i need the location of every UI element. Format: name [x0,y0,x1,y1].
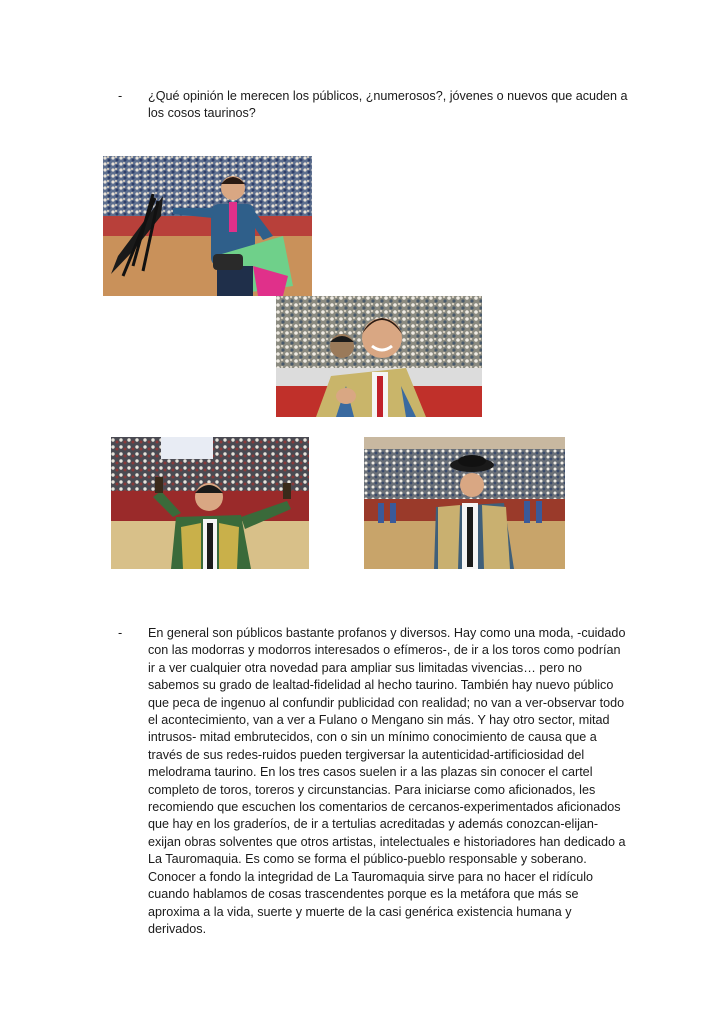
answer-block [118,625,628,938]
photo-matador-raising-ears [111,437,309,569]
question-text: ¿Qué opinión le merecen los públicos, ¿numerosos?, jóvenes o nuevos que acuden a los cosos taurinos? [148,89,628,121]
answer-text: En general son públicos bastante profanos y diversos. Hay como una moda, -cuidado con las modorras y modorros interesados o efímeros-, de ir a los toros como podrían ir a ver cualquier otra novedad para ampliar sus limitadas vivencias… pero no sabemos su grado de lealtad-fidelidad al hecho taurino. También hay nuevo público que peca de ingenuo al confundir publicidad con realidad; no van a ver-observar todo el acontecimiento, van a ver a Fulano o Mengano sin más. Y hay otro sector, mitad intrusos- mitad embrutecidos, con o sin un mínimo conocimiento de causa que a través de sus redes-ruidos pueden tergiversar la autenticidad-artificiosidad del melodrama taurino. En los tres casos suelen ir a las plazas sin conocer el cartel completo de toros, toreros y circunstancias. Para iniciarse como aficionados, les recomiendo que escuchen los comentarios de cercanos-experimentados aficionados que hay en los graderíos, de ir a tertulias acreditadas y además conozcan-elijan-exijan obras solventes que otros artistas, intelectuales e historiadores han dedicado a La Tauromaquia. Es como se forma el público-pueblo responsable y soberano. Conocer a fondo la integridad de La Tauromaquia sirve para no hacer el ridículo cuando hablamos de cosas trascendentes porque es la metáfora que más se aproxima a la vida, suerte y muerte de la casi genérica existencia humana y derivados. [148,626,626,936]
bullet-dash: - [118,89,123,103]
bullet-dash: - [118,626,123,640]
photo-matador-montera [364,437,565,569]
photo-matador-portrait [276,296,482,417]
question-block [118,88,628,123]
photo-matador-bull-tail [103,156,312,296]
